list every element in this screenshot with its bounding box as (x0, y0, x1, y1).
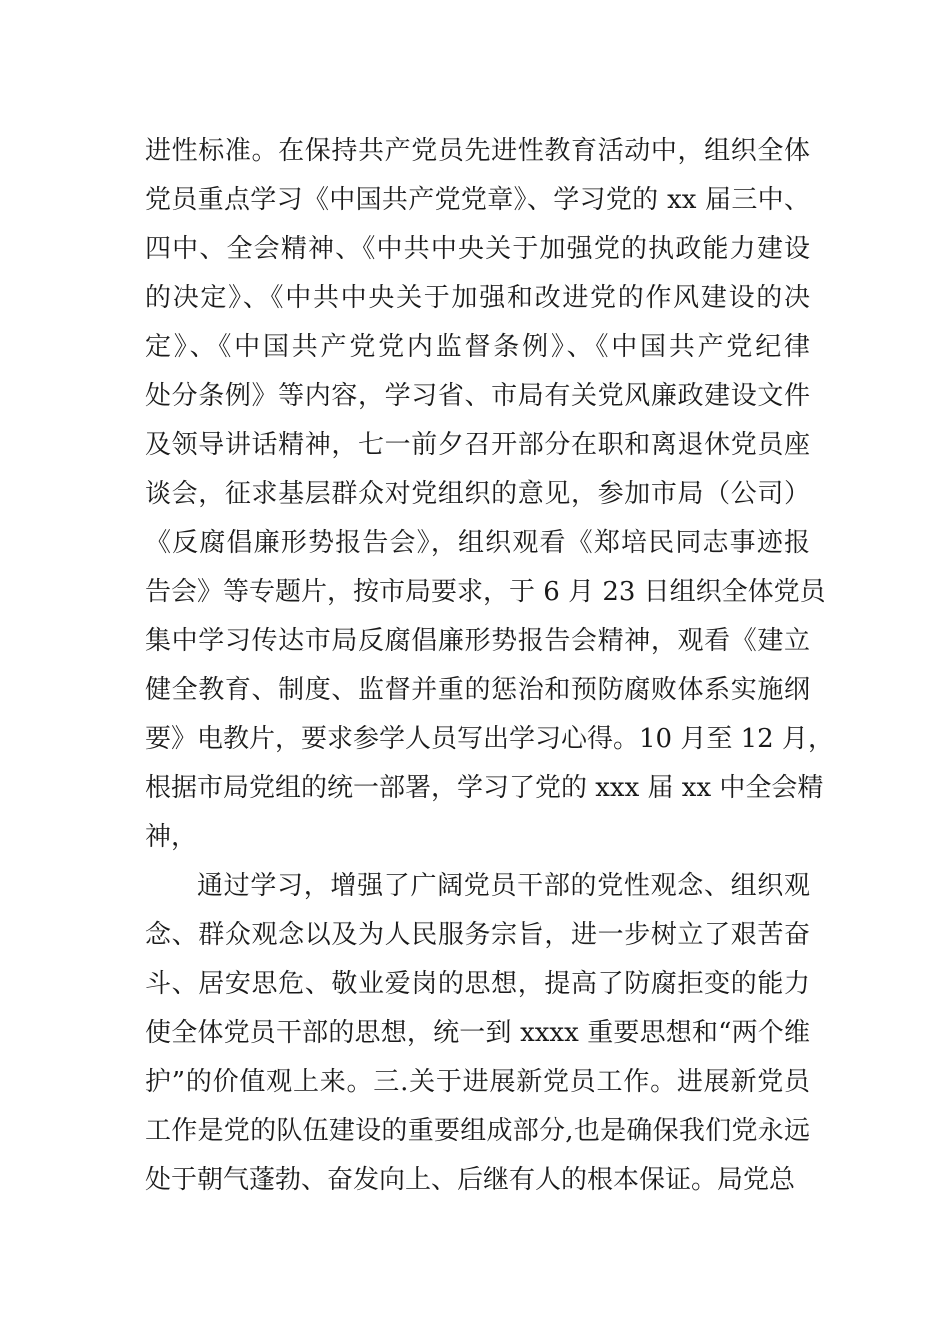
text-line: 根据市局党组的统一部署，学习了党的 xxx 届 xx 中全会精 (145, 773, 824, 803)
text-line: 党员重点学习《中国共产党党章》、学习党的 xx 届三中、 (145, 185, 810, 215)
text-line: 处分条例》等内容，学习省、市局有关党风廉政建设文件 (145, 381, 810, 411)
text-line: 要》电教片，要求参学人员写出学习心得。10 月至 12 月， (145, 724, 834, 754)
text-line: 进性标准。在保持共产党员先进性教育活动中，组织全体 (145, 136, 810, 166)
text-line: 集中学习传达市局反腐倡廉形势报告会精神，观看《建立 (145, 626, 810, 656)
text-line: 定》、《中国共产党党内监督条例》、《中国共产党纪律 (145, 332, 810, 362)
text-line: 处于朝气蓬勃、奋发向上、后继有人的根本保证。局党总 (145, 1165, 796, 1195)
text-line: 四中、全会精神、《中共中央关于加强党的执政能力建设 (145, 234, 810, 264)
text-line: 工作是党的队伍建设的重要组成部分,也是确保我们党永远 (145, 1116, 810, 1146)
text-line: 及领导讲话精神，七一前夕召开部分在职和离退休党员座 (145, 430, 810, 460)
text-line: 使全体党员干部的思想，统一到 xxxx 重要思想和“两个维 (145, 1018, 810, 1048)
text-line: 念、群众观念以及为人民服务宗旨，进一步树立了艰苦奋 (145, 920, 810, 950)
text-line: 《反腐倡廉形势报告会》，组织观看《郑培民同志事迹报 (145, 528, 810, 558)
text-line: 斗、居安思危、敬业爱岗的思想，提高了防腐拒变的能力 (145, 969, 810, 999)
text-line: 告会》等专题片，按市局要求，于 6 月 23 日组织全体党员 (145, 577, 826, 607)
text-line: 健全教育、制度、监督并重的惩治和预防腐败体系实施纲 (145, 675, 810, 705)
text-line: 谈会，征求基层群众对党组织的意见，参加市局（公司） (145, 479, 810, 509)
text-line: 神， (145, 822, 198, 852)
text-line: 通过学习，增强了广阔党员干部的党性观念、组织观 (197, 871, 810, 901)
text-line: 护”的价值观上来。三.关于进展新党员工作。进展新党员 (145, 1067, 810, 1097)
text-line: 的决定》、《中共中央关于加强和改进党的作风建设的决 (145, 283, 810, 313)
